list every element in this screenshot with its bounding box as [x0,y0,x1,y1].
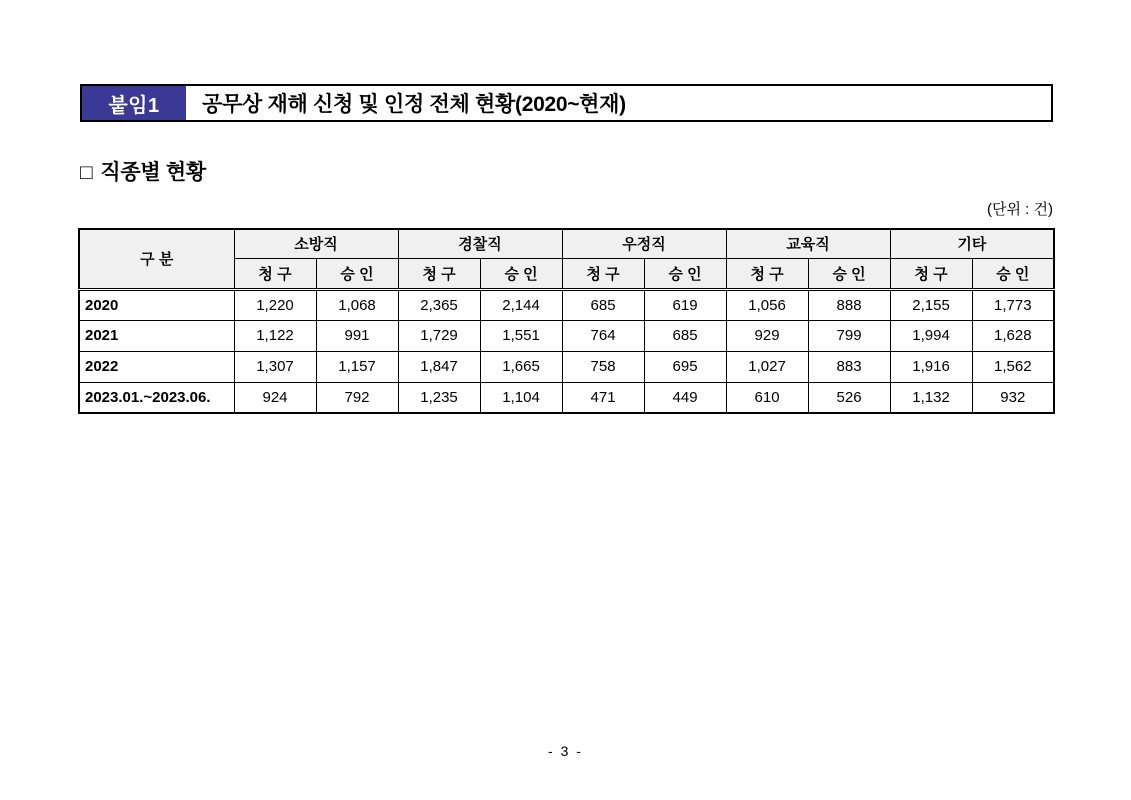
document-title: 공무상 재해 신청 및 인정 전체 현황(2020~현재) [202,93,626,116]
table-row [79,289,1054,320]
data-cell: 685 [644,320,726,351]
data-cell: 1,562 [972,351,1054,382]
data-cell: 1,307 [234,351,316,382]
page-number: - 3 - [548,743,583,759]
data-cell: 1,235 [398,382,480,413]
sub-header: 청 구 [234,258,316,289]
data-cell: 1,773 [972,289,1054,320]
square-bullet-icon: □ [80,161,93,184]
table-body [79,289,1054,413]
data-cell: 1,665 [480,351,562,382]
table-row [79,351,1054,382]
data-cell: 610 [726,382,808,413]
data-cell: 1,132 [890,382,972,413]
group-header: 기타 [890,229,1054,258]
group-header: 경찰직 [398,229,562,258]
data-cell: 1,104 [480,382,562,413]
data-cell: 1,729 [398,320,480,351]
data-cell: 449 [644,382,726,413]
group-header: 우정직 [562,229,726,258]
sub-header: 승 인 [644,258,726,289]
data-cell: 929 [726,320,808,351]
data-cell: 1,551 [480,320,562,351]
sub-header: 청 구 [726,258,808,289]
data-cell: 883 [808,351,890,382]
sub-header: 청 구 [890,258,972,289]
data-cell: 1,847 [398,351,480,382]
data-cell: 1,056 [726,289,808,320]
table-row [79,382,1054,413]
data-cell: 619 [644,289,726,320]
data-cell: 1,068 [316,289,398,320]
row-label: 2023.01.~2023.06. [79,382,234,413]
section-heading [80,156,206,186]
sub-header: 승 인 [480,258,562,289]
row-label: 2022 [79,351,234,382]
table-head [79,229,1054,289]
data-cell: 2,144 [480,289,562,320]
sub-header: 승 인 [808,258,890,289]
data-cell: 1,157 [316,351,398,382]
data-cell: 932 [972,382,1054,413]
data-cell: 1,122 [234,320,316,351]
data-cell: 1,628 [972,320,1054,351]
group-header: 소방직 [234,229,398,258]
data-cell: 888 [808,289,890,320]
sub-header: 청 구 [562,258,644,289]
sub-header: 승 인 [316,258,398,289]
data-cell: 471 [562,382,644,413]
corner-header: 구 분 [79,229,234,289]
data-cell: 2,155 [890,289,972,320]
data-cell: 792 [316,382,398,413]
data-cell: 1,916 [890,351,972,382]
stats-table [78,228,1055,414]
data-cell: 924 [234,382,316,413]
data-cell: 685 [562,289,644,320]
data-cell: 1,027 [726,351,808,382]
data-cell: 2,365 [398,289,480,320]
attachment-badge: 붙임1 [82,86,186,120]
data-cell: 695 [644,351,726,382]
data-cell: 526 [808,382,890,413]
sub-header: 청 구 [398,258,480,289]
unit-label: (단위 : 건) [987,201,1053,218]
data-cell: 758 [562,351,644,382]
row-label: 2020 [79,289,234,320]
sub-header: 승 인 [972,258,1054,289]
group-header: 교육직 [726,229,890,258]
data-cell: 1,994 [890,320,972,351]
data-cell: 1,220 [234,289,316,320]
title-bar [80,84,1053,122]
section-heading-label: 직종별 현황 [100,161,206,184]
data-cell: 799 [808,320,890,351]
data-cell: 991 [316,320,398,351]
row-label: 2021 [79,320,234,351]
data-cell: 764 [562,320,644,351]
table-row [79,320,1054,351]
